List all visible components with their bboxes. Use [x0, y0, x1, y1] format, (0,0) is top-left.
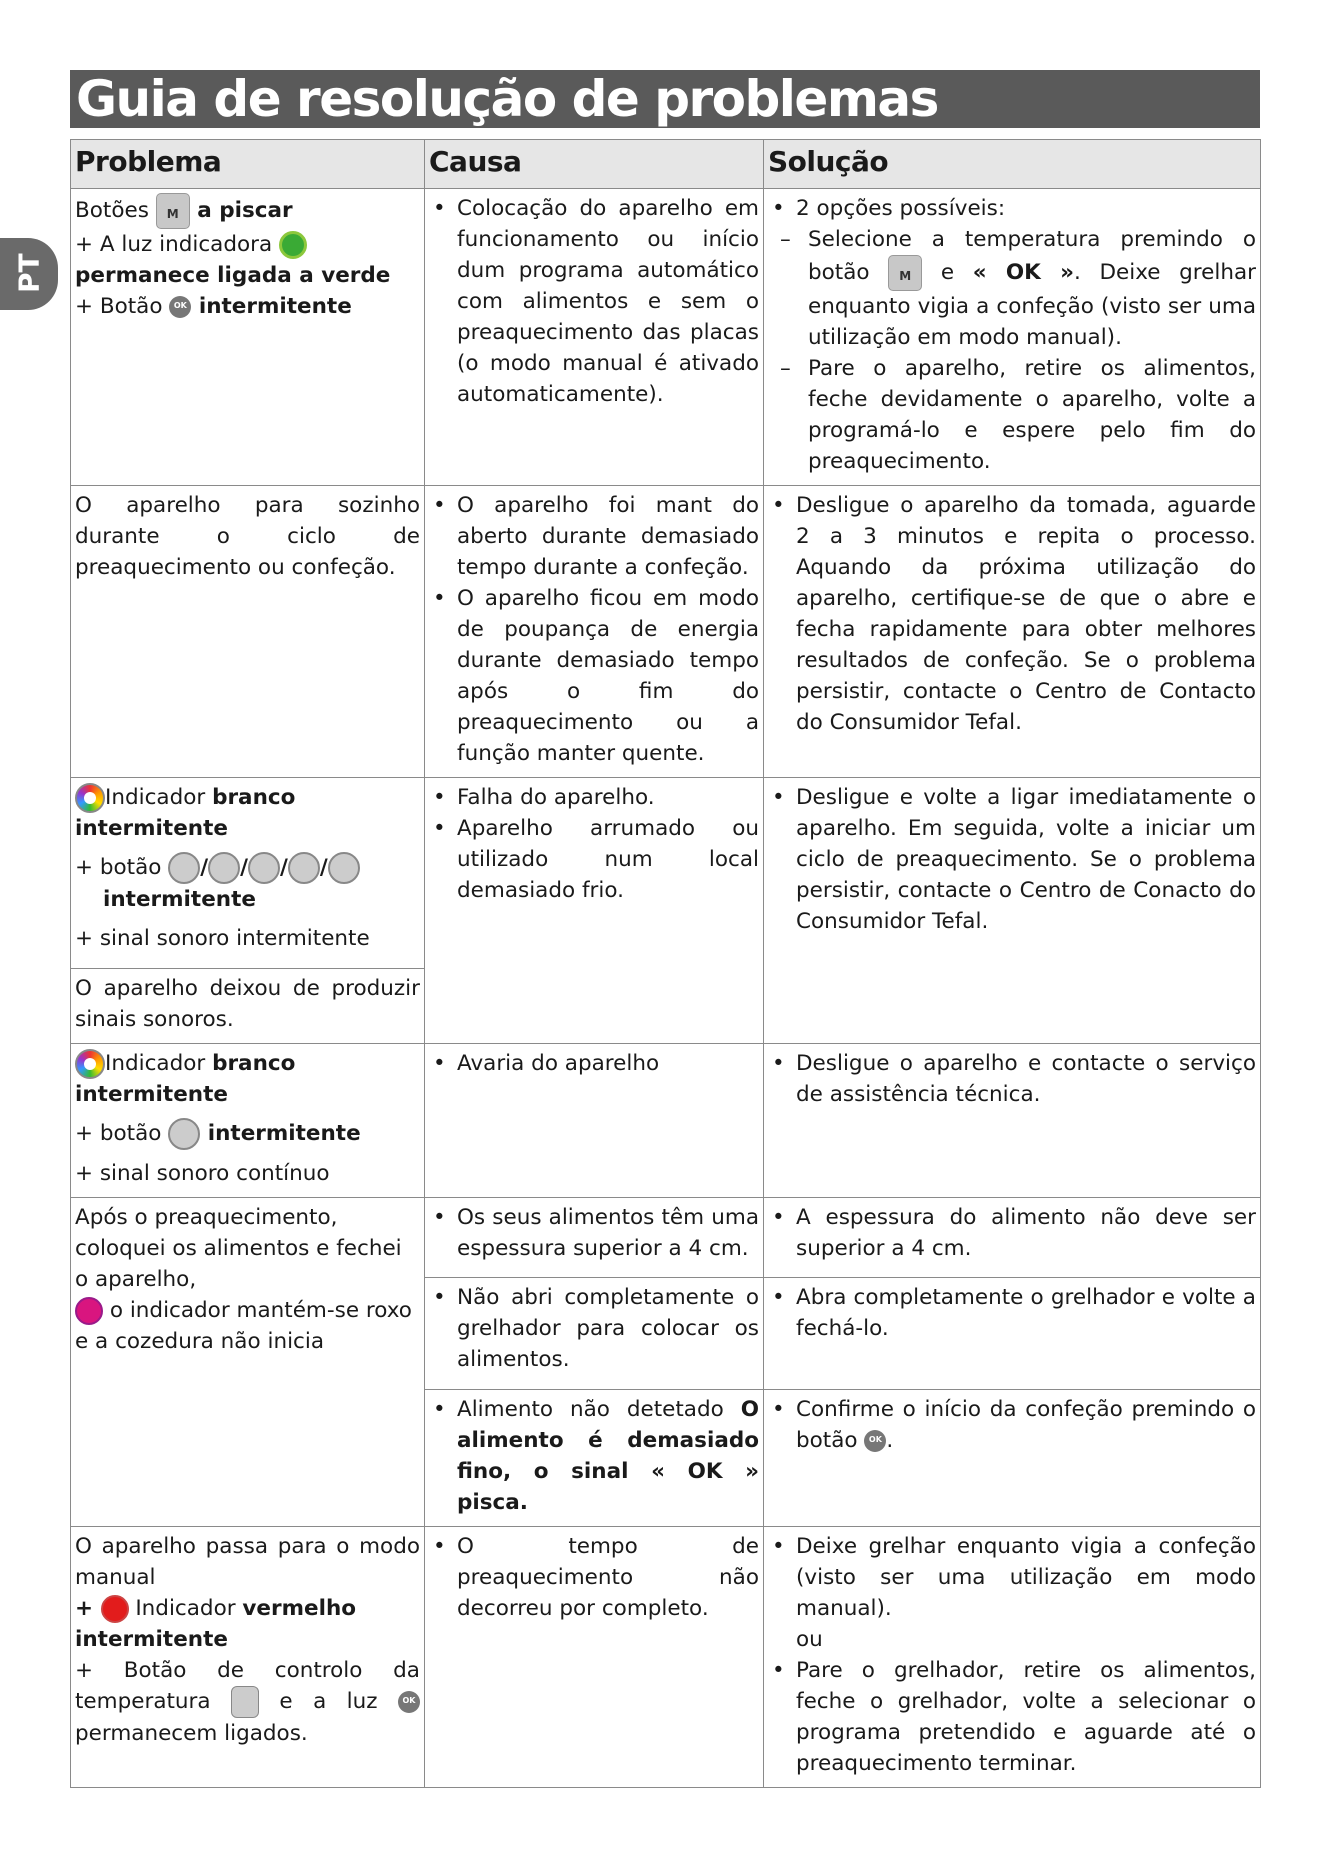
- solution-cell: [764, 1044, 1261, 1198]
- cause-item: • Aparelho arrumado ou utilizado num local demasiado frio.: [429, 813, 759, 906]
- cause-item: • Não abri completamente o grelhador para colocar os alimentos.: [429, 1282, 759, 1375]
- text: /: [279, 855, 288, 880]
- text: a piscar: [189, 198, 293, 223]
- program-button-icon: [248, 852, 280, 884]
- program-button-icon: [288, 852, 320, 884]
- manual-mode-button-icon: M: [156, 193, 190, 229]
- text: O aparelho deixou de produzir sinais sonoros.: [71, 968, 424, 1035]
- solution-item: • 2 opções possíveis:: [768, 193, 1256, 224]
- program-button-icon: [328, 852, 360, 884]
- header-cause: Causa: [425, 140, 764, 189]
- text: intermitente: [103, 887, 256, 912]
- cause-item: • Os seus alimentos têm uma espessura superior a 4 cm.: [429, 1202, 759, 1264]
- solution-item: • Desligue o aparelho e contacte o serviço de assistência técnica.: [768, 1048, 1256, 1110]
- cause-cell: [425, 1198, 764, 1278]
- solution-cell: [764, 1527, 1261, 1788]
- ok-button-icon: OK: [169, 296, 191, 318]
- multicolor-indicator-icon: [75, 783, 105, 813]
- text: branco intermitente: [75, 1051, 296, 1107]
- solution-item: – Pare o aparelho, retire os alimentos, feche devidamente o aparelho, volte a programá-lo e espere pelo fim do preaquecimento.: [768, 353, 1256, 477]
- problem-cell: [71, 778, 425, 1044]
- text: e: [922, 260, 973, 285]
- problem-cell: [71, 1198, 425, 1527]
- text: + A luz indicadora: [75, 232, 279, 257]
- solution-cell: [764, 486, 1261, 778]
- cause-item: • O aparelho foi mant do aberto durante demasiado tempo durante a confeção.: [429, 490, 759, 583]
- text: /: [319, 855, 328, 880]
- red-indicator-icon: [101, 1595, 129, 1623]
- green-indicator-icon: [279, 231, 307, 259]
- table-row: [71, 1044, 1261, 1198]
- table-header-row: [71, 140, 1261, 189]
- solution-cell: [764, 1198, 1261, 1278]
- solution-item: • A espessura do alimento não deve ser superior a 4 cm.: [768, 1202, 1256, 1264]
- cause-cell: [425, 486, 764, 778]
- solution-cell: [764, 778, 1261, 1044]
- solution-item: [768, 224, 1256, 353]
- ok-button-icon: OK: [864, 1430, 886, 1452]
- text: Selecione a temperatura premindo o botão: [808, 227, 1256, 285]
- solution-cell: [764, 189, 1261, 486]
- ok-button-icon: OK: [398, 1691, 420, 1713]
- table-row: [71, 486, 1261, 778]
- program-button-icon: [168, 1118, 200, 1150]
- text: O alimento é demasiado fino, o sinal « OK » pisca.: [457, 1397, 759, 1515]
- text: Após o preaquecimento, coloquei os alimentos e fechei o aparelho,: [75, 1205, 402, 1292]
- table-row: [71, 1527, 1261, 1788]
- cause-cell: [425, 1044, 764, 1198]
- cause-item: • Colocação do aparelho em funcionamento ou início dum programa automático com alimentos e sem o preaquecimento das placas (o modo manual é ativado automaticamente).: [429, 193, 759, 410]
- cause-cell: [425, 1527, 764, 1788]
- text: branco intermitente: [75, 785, 296, 841]
- text: intermitente: [200, 1121, 361, 1146]
- text: /: [200, 855, 209, 880]
- text: Indicador: [128, 1596, 243, 1621]
- table-row: [71, 1198, 1261, 1278]
- solution-item: [768, 1394, 1256, 1456]
- temperature-button-icon: [231, 1686, 259, 1718]
- text: Botões: [75, 198, 156, 223]
- text: Indicador: [105, 1051, 213, 1076]
- cause-item: • O aparelho ficou em modo de poupança de energia durante demasiado tempo após o fim do preaquecimento ou a função manter quente.: [429, 583, 759, 769]
- multicolor-indicator-icon: [75, 1049, 105, 1079]
- solution-cell: [764, 1278, 1261, 1390]
- cause-cell: [425, 1390, 764, 1527]
- text: o indicador mantém-se roxo e a cozedura não inicia: [75, 1298, 412, 1354]
- program-button-icon: [208, 852, 240, 884]
- cause-cell: [425, 189, 764, 486]
- text: e a luz: [259, 1689, 398, 1714]
- problem-cell: [71, 1527, 425, 1788]
- solution-item-or: ou: [796, 1627, 823, 1652]
- header-solution: Solução: [764, 140, 1261, 189]
- problem-cell: [71, 189, 425, 486]
- cause-item: • Falha do aparelho.: [429, 782, 759, 813]
- solution-item: • Abra completamente o grelhador e volte a fechá-lo.: [768, 1282, 1256, 1344]
- solution-item: • Desligue o aparelho da tomada, aguarde 2 a 3 minutos e repita o processo. Aquando da próxima utilização do aparelho, certifique-se de que o abre e fecha rapidamente para obter melhores resultados de confeção. Se o problema persistir, contacte o Centro de Contacto do Consumidor Tefal.: [768, 490, 1256, 738]
- language-tab-label: PT: [12, 253, 46, 293]
- cause-cell: [425, 778, 764, 1044]
- text: « OK »: [972, 260, 1074, 285]
- text: Alimento não detetado: [457, 1397, 724, 1422]
- text: O aparelho passa para o modo manual: [75, 1534, 420, 1590]
- table-row: [71, 778, 1261, 1044]
- cause-item: • O tempo de preaquecimento não decorreu por completo.: [429, 1531, 759, 1624]
- text: Confirme o início da confeção premindo o botão: [796, 1397, 1256, 1453]
- problem-cell: [71, 1044, 425, 1198]
- solution-item: • Deixe grelhar enquanto vigia a confeção (visto ser uma utilização em modo manual).: [768, 1531, 1256, 1624]
- manual-mode-button-icon: M: [888, 255, 922, 291]
- cause-item: • Avaria do aparelho: [429, 1048, 759, 1079]
- text: permanece ligada a verde: [75, 263, 391, 288]
- text: + botão: [75, 1121, 169, 1146]
- problem-cell: O aparelho para sozinho durante o ciclo de preaquecimento ou confeção.: [71, 486, 425, 778]
- text: vermelho intermitente: [75, 1596, 357, 1652]
- solution-cell: [764, 1390, 1261, 1527]
- text: +: [75, 1596, 101, 1621]
- solution-item: • Desligue e volte a ligar imediatamente o aparelho. Em seguida, volte a iniciar um ciclo de preaquecimento. Se o problema persistir, contacte o Centro de Conacto do Consumidor Tefal.: [768, 782, 1256, 937]
- solution-item: • Pare o grelhador, retire os alimentos, feche o grelhador, volte a selecionar o programa pretendido e aguarde até o preaquecimento terminar.: [768, 1655, 1256, 1779]
- text: /: [240, 855, 248, 880]
- purple-indicator-icon: [75, 1297, 103, 1325]
- cause-cell: [425, 1278, 764, 1390]
- text: .: [886, 1428, 894, 1453]
- text: . Deixe grelhar enquanto vigia a confeção (visto ser uma utilização em modo manual).: [808, 260, 1257, 350]
- language-tab: [0, 238, 58, 310]
- program-button-icon: [168, 852, 200, 884]
- header-problem: Problema: [71, 140, 425, 189]
- text: permanecem ligados.: [75, 1721, 308, 1746]
- text: + sinal sonoro intermitente: [75, 926, 370, 951]
- text: intermitente: [191, 294, 352, 319]
- table-row: [71, 189, 1261, 486]
- cause-item: [429, 1394, 759, 1518]
- text: + sinal sonoro contínuo: [75, 1161, 330, 1186]
- troubleshooting-table: [70, 139, 1261, 1788]
- text: + botão: [75, 855, 169, 880]
- text: + Botão: [75, 294, 170, 319]
- text: + Botão de controlo da temperatura: [75, 1658, 420, 1714]
- text: Indicador: [105, 785, 213, 810]
- page-title: Guia de resolução de problemas: [70, 70, 1260, 128]
